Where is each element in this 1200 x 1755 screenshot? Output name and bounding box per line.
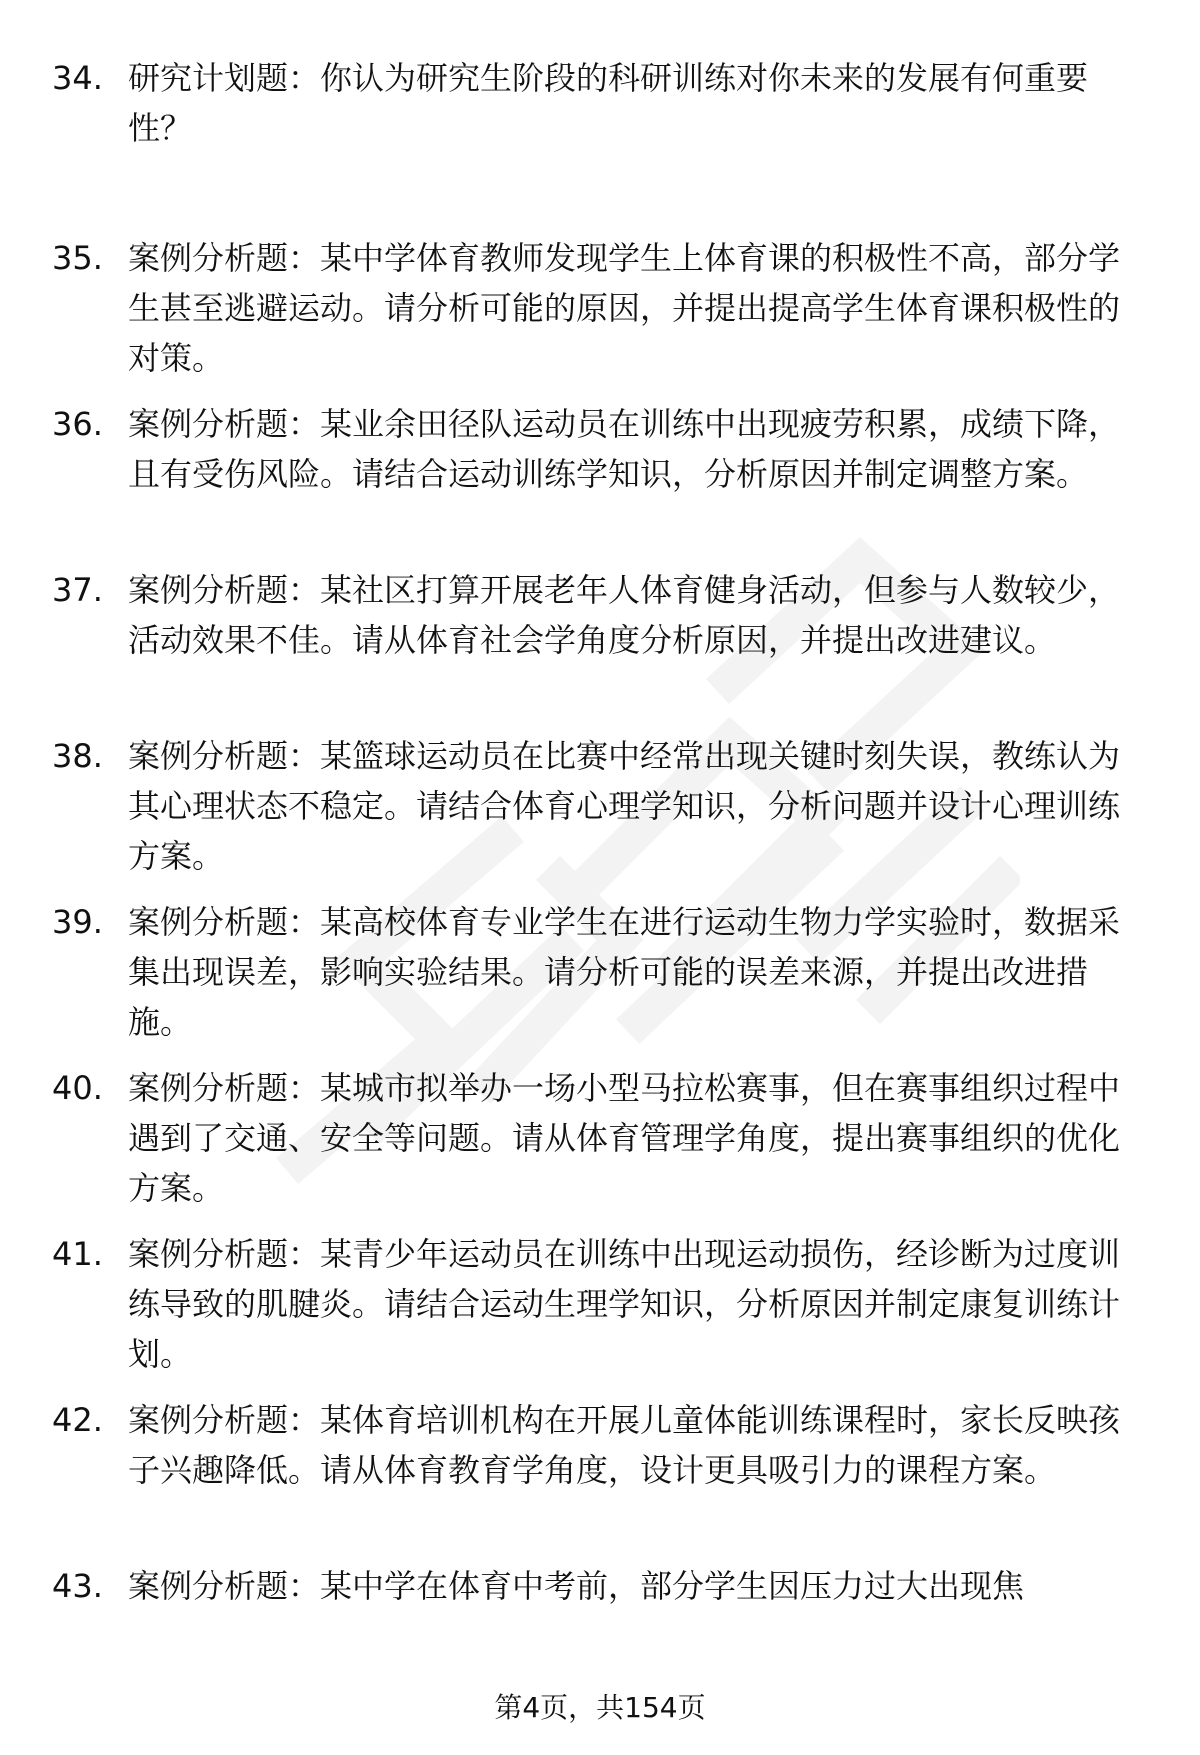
question-text: 案例分析题：某体育培训机构在开展儿童体能训练课程时，家长反映孩子兴趣降低。请从体育教育学角度，设计更具吸引力的课程方案。	[128, 1401, 1121, 1489]
question-number: 38.	[52, 737, 103, 775]
question-text: 案例分析题：某中学在体育中考前，部分学生因压力过大出现焦	[128, 1567, 1025, 1605]
question-number: 34.	[52, 59, 103, 97]
question-number: 35.	[52, 239, 103, 277]
question-item	[0, 1234, 1200, 1400]
question-text: 案例分析题：某业余田径队运动员在训练中出现疲劳积累，成绩下降，且有受伤风险。请结合运动训练学知识，分析原因并制定调整方案。	[128, 405, 1121, 493]
question-list	[0, 58, 1200, 1626]
question-item	[0, 1068, 1200, 1234]
question-number: 43.	[52, 1567, 103, 1605]
question-text: 案例分析题：某青少年运动员在训练中出现运动损伤，经诊断为过度训练导致的肌腱炎。请结合运动生理学知识，分析原因并制定康复训练计划。	[128, 1235, 1121, 1373]
question-text: 案例分析题：某中学体育教师发现学生上体育课的积极性不高，部分学生甚至逃避运动。请分析可能的原因，并提出提高学生体育课积极性的对策。	[128, 239, 1121, 377]
question-item	[0, 902, 1200, 1068]
question-item	[0, 736, 1200, 902]
question-number: 39.	[52, 903, 103, 941]
question-text: 案例分析题：某城市拟举办一场小型马拉松赛事，但在赛事组织过程中遇到了交通、安全等问题。请从体育管理学角度，提出赛事组织的优化方案。	[128, 1069, 1121, 1207]
question-text: 研究计划题：你认为研究生阶段的科研训练对你未来的发展有何重要性？	[128, 59, 1089, 147]
question-item	[0, 1400, 1200, 1566]
question-item	[0, 58, 1200, 238]
question-item	[0, 404, 1200, 570]
page-footer: 第4页，共154页	[494, 1691, 706, 1724]
question-item	[0, 238, 1200, 404]
question-number: 41.	[52, 1235, 103, 1273]
question-text: 案例分析题：某篮球运动员在比赛中经常出现关键时刻失误，教练认为其心理状态不稳定。请结合体育心理学知识，分析问题并设计心理训练方案。	[128, 737, 1121, 875]
question-number: 40.	[52, 1069, 103, 1107]
question-item	[0, 570, 1200, 736]
question-text: 案例分析题：某高校体育专业学生在进行运动生物力学实验时，数据采集出现误差，影响实验结果。请分析可能的误差来源，并提出改进措施。	[128, 903, 1121, 1041]
question-number: 42.	[52, 1401, 103, 1439]
question-item	[0, 1566, 1200, 1626]
question-number: 37.	[52, 571, 103, 609]
question-number: 36.	[52, 405, 103, 443]
question-text: 案例分析题：某社区打算开展老年人体育健身活动，但参与人数较少，活动效果不佳。请从体育社会学角度分析原因，并提出改进建议。	[128, 571, 1121, 659]
